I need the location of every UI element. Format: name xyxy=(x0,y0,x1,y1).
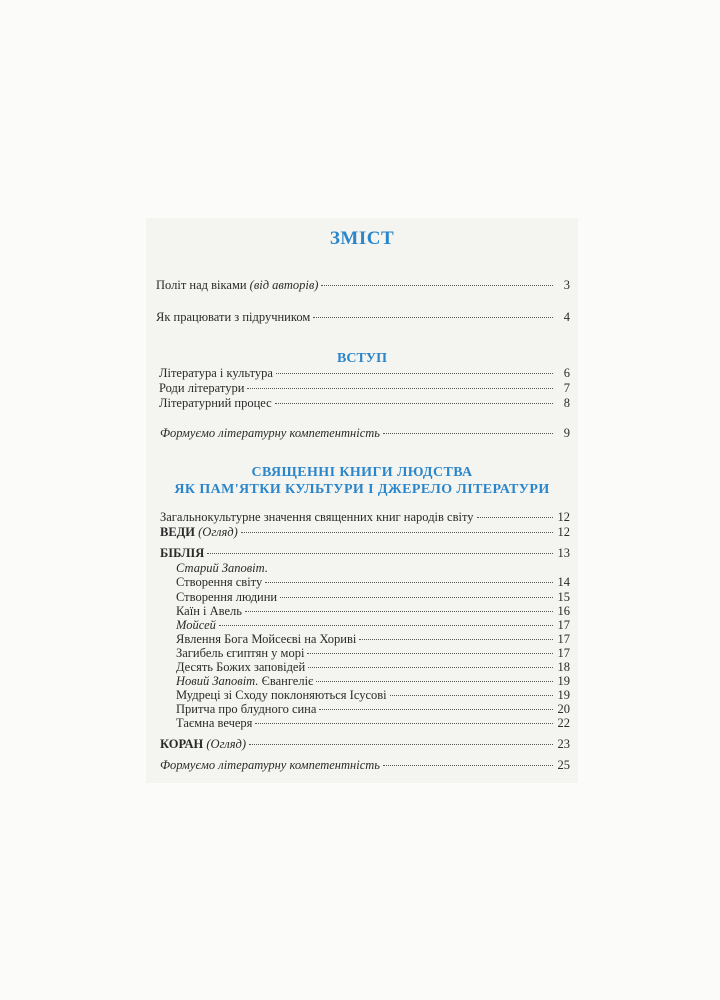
page-number: 9 xyxy=(563,426,570,440)
entry-text: Літературний процес xyxy=(159,396,272,410)
entry-text: Політ над віками xyxy=(156,278,247,292)
entry-text: Десять Божих заповідей xyxy=(176,660,306,674)
toc-entry-commandments[interactable] xyxy=(176,660,570,675)
page-title: ЗМІСТ xyxy=(329,228,395,249)
toc-entry-flight[interactable] xyxy=(156,278,570,293)
entry-text: БІБЛІЯ xyxy=(160,546,205,560)
entry-text: ВЕДИ xyxy=(160,525,195,539)
entry-text: Створення світу xyxy=(176,575,263,589)
dot-leader xyxy=(307,653,553,654)
entry-text: Як працювати з підручником xyxy=(156,310,311,324)
dot-leader xyxy=(241,532,553,533)
dot-leader xyxy=(477,517,553,518)
entry-text: Створення людини xyxy=(176,590,278,604)
dot-leader xyxy=(255,723,553,724)
toc-entry-new-testament[interactable] xyxy=(176,674,570,689)
dot-leader xyxy=(276,373,553,374)
toc-entry-lit-culture[interactable] xyxy=(159,366,570,381)
dot-leader xyxy=(275,403,553,404)
toc-entry-lit-process[interactable] xyxy=(159,396,570,411)
entry-text: Література і культура xyxy=(159,366,273,380)
dot-leader xyxy=(207,553,553,554)
toc-entry-prodigal[interactable] xyxy=(176,702,570,717)
dot-leader xyxy=(280,597,553,598)
toc-entry-bible[interactable] xyxy=(160,546,570,561)
page-number: 22 xyxy=(557,716,570,730)
toc-entry-moses[interactable] xyxy=(176,618,570,633)
entry-text: Формуємо літературну компетентність xyxy=(160,758,380,772)
dot-leader xyxy=(265,582,553,583)
dot-leader xyxy=(319,709,553,710)
toc-entry-competence-1[interactable] xyxy=(160,426,570,441)
page-number: 17 xyxy=(557,632,570,646)
entry-note: (Огляд) xyxy=(206,737,247,751)
entry-text: КОРАН xyxy=(160,737,204,751)
entry-text: Таємна вечеря xyxy=(176,716,253,730)
toc-entry-creation-world[interactable] xyxy=(176,575,570,590)
toc-entry-egyptians[interactable] xyxy=(176,646,570,661)
section-heading-intro: ВСТУП xyxy=(337,351,387,366)
page-number: 4 xyxy=(563,310,570,324)
dot-leader xyxy=(390,695,553,696)
page-number: 14 xyxy=(557,575,570,589)
toc-entry-competence-2[interactable] xyxy=(160,758,570,773)
entry-text: Формуємо літературну компетентність xyxy=(160,426,380,440)
entry-text-gospel: Євангеліє xyxy=(261,674,314,688)
contents-page xyxy=(146,218,578,783)
entry-text: Каїн і Авель xyxy=(176,604,242,618)
dot-leader xyxy=(313,317,553,318)
entry-text: Загальнокультурне значення священних книг народів світу xyxy=(160,510,474,524)
dot-leader xyxy=(249,744,553,745)
dot-leader xyxy=(308,667,553,668)
toc-entry-howto[interactable] xyxy=(156,310,570,325)
toc-entry-lit-kinds[interactable] xyxy=(159,381,570,396)
dot-leader xyxy=(247,388,553,389)
page-number: 17 xyxy=(557,646,570,660)
entry-note: (Огляд) xyxy=(198,525,238,539)
toc-entry-magi[interactable] xyxy=(176,688,570,703)
toc-entry-general[interactable] xyxy=(160,510,570,525)
dot-leader xyxy=(219,625,553,626)
dot-leader xyxy=(245,611,553,612)
page-number: 15 xyxy=(557,590,570,604)
page-number: 13 xyxy=(557,546,570,560)
entry-text: Притча про блудного сина xyxy=(176,702,317,716)
page-number: 25 xyxy=(557,758,570,772)
toc-entry-supper[interactable] xyxy=(176,716,570,731)
page-number: 3 xyxy=(563,278,570,292)
toc-entry-creation-man[interactable] xyxy=(176,590,570,605)
page-number: 18 xyxy=(557,660,570,674)
section-heading-sacred-line-1: СВЯЩЕННІ КНИГИ ЛЮДСТВА xyxy=(251,465,473,480)
toc-entry-koran[interactable] xyxy=(160,737,570,752)
entry-text: Новий Заповіт. xyxy=(176,674,259,688)
page-number: 16 xyxy=(557,604,570,618)
page-number: 17 xyxy=(557,618,570,632)
dot-leader xyxy=(383,765,553,766)
toc-sub-label-old-testament: Старий Заповіт. xyxy=(176,561,268,575)
entry-text: Мудреці зі Сходу поклоняються Ісусові xyxy=(176,688,387,702)
dot-leader xyxy=(383,433,553,434)
page-number: 12 xyxy=(557,525,570,539)
entry-text: Явлення Бога Мойсеєві на Хориві xyxy=(176,632,357,646)
page-number: 23 xyxy=(557,737,570,751)
toc-entry-vedy[interactable] xyxy=(160,525,570,540)
page-number: 7 xyxy=(563,381,570,395)
page-number: 12 xyxy=(557,510,570,524)
entry-text: Роди літератури xyxy=(159,381,245,395)
page-number: 8 xyxy=(563,396,570,410)
toc-entry-horeb[interactable] xyxy=(176,632,570,647)
entry-text: Загибель єгиптян у морі xyxy=(176,646,305,660)
entry-text: Мойсей xyxy=(176,618,216,632)
entry-note: (від авторів) xyxy=(249,278,319,292)
dot-leader xyxy=(321,285,553,286)
page-number: 6 xyxy=(563,366,570,380)
section-heading-sacred-line-2: ЯК ПАМ'ЯТКИ КУЛЬТУРИ І ДЖЕРЕЛО ЛІТЕРАТУРИ xyxy=(174,482,550,497)
page-number: 19 xyxy=(557,688,570,702)
dot-leader xyxy=(316,681,553,682)
dot-leader xyxy=(359,639,553,640)
page-number: 20 xyxy=(557,702,570,716)
page-number: 19 xyxy=(557,674,570,688)
toc-entry-cain-abel[interactable] xyxy=(176,604,570,619)
